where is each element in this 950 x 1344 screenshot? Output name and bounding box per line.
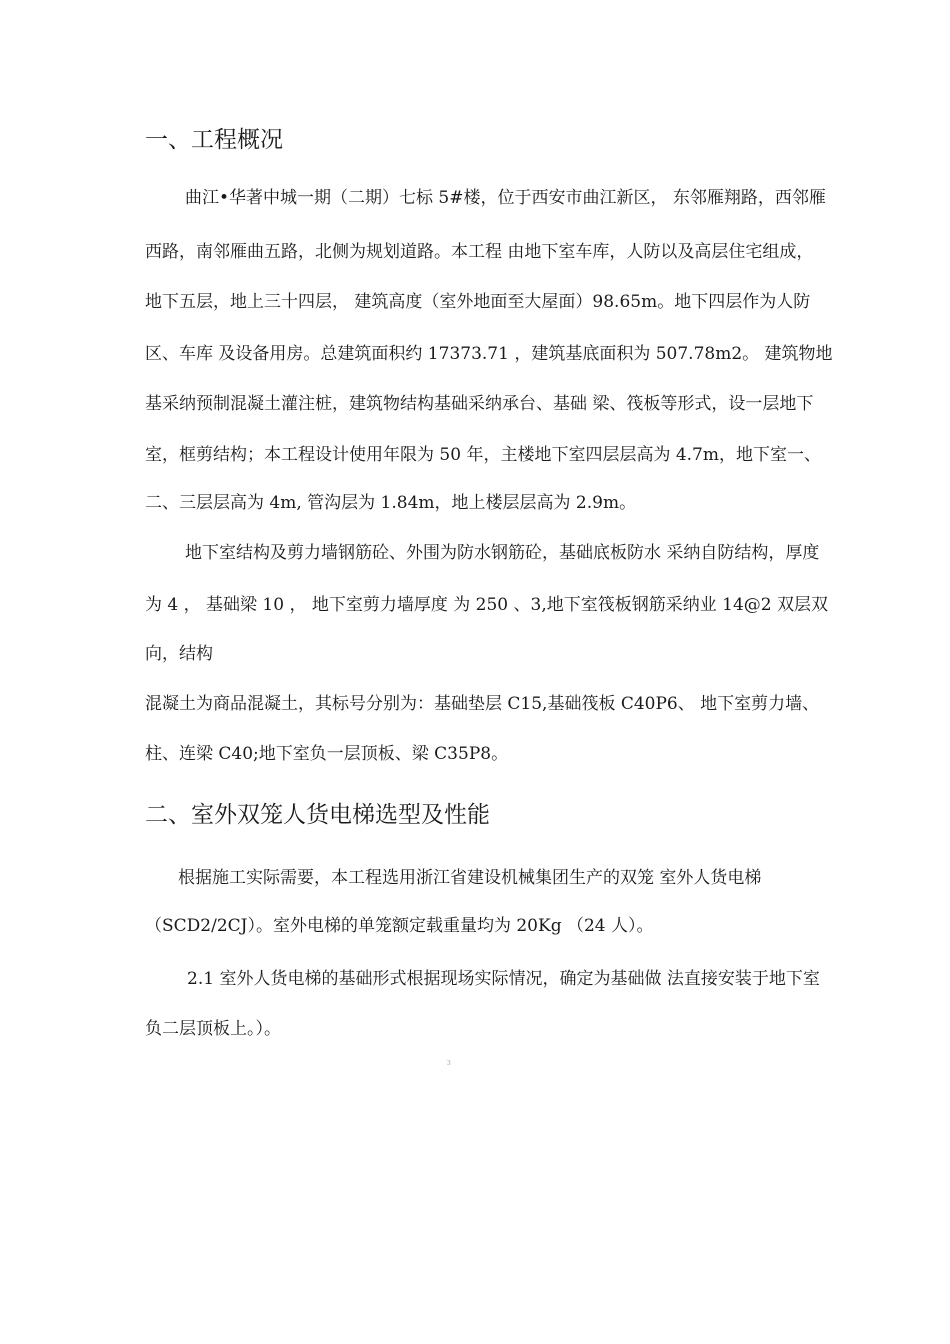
- section-1-heading: 一、工程概况: [145, 127, 283, 153]
- paragraph-line: 室，框剪结构；本工程设计使用年限为 50 年，主楼地下室四层层高为 4.7m，地下室一、: [145, 445, 821, 465]
- paragraph-line: 根据施工实际需要，本工程选用浙江省建设机械集团生产的双笼 室外人货电梯: [178, 868, 762, 888]
- section-2-heading: 二、室外双笼人货电梯选型及性能: [145, 802, 490, 828]
- paragraph-line: 曲江•华著中城一期（二期）七标 5#楼，位于西安市曲江新区， 东邻雁翔路，西邻雁: [185, 188, 826, 208]
- paragraph-line: 二、三层层高为 4m, 管沟层为 1.84m，地上楼层层高为 2.9m。: [145, 493, 637, 513]
- paragraph-line: 地下五层，地上三十四层， 建筑高度（室外地面至大屋面）98.65m。地下四层作为人防: [145, 292, 811, 312]
- paragraph-line: 区、车库 及设备用房。总建筑面积约 17373.71 ，建筑基底面积为 507.78m2。 建筑物地: [145, 344, 833, 364]
- paragraph-line: 2.1 室外人货电梯的基础形式根据现场实际情况，确定为基础做 法直接安装于地下室: [187, 969, 820, 989]
- paragraph-line: 基采纳预制混凝土灌注桩，建筑物结构基础采纳承台、基础 梁、筏板等形式，设一层地下: [145, 394, 814, 414]
- paragraph-line: 西路，南邻雁曲五路，北侧为规划道路。本工程 由地下室车库，人防以及高层住宅组成，: [145, 242, 814, 262]
- paragraph-line: 向，结构: [145, 644, 213, 664]
- paragraph-line: 地下室结构及剪力墙钢筋砼、外围为防水钢筋砼，基础底板防水 采纳自防结构，厚度: [185, 543, 820, 563]
- page-number: 3: [447, 1060, 451, 1067]
- paragraph-line: 为 4 ， 基础梁 10 ， 地下室剪力墙厚度 为 250 、3,地下室筏板钢筋采纳业 14@2 双层双: [145, 595, 829, 615]
- paragraph-line: 柱、连梁 C40;地下室负一层顶板、梁 C35P8。: [145, 744, 509, 764]
- paragraph-line: 混凝土为商品混凝土，其标号分别为：基础垫层 C15,基础筏板 C40P6、 地下室剪力墙、: [145, 694, 820, 714]
- paragraph-line: （SCD2/2CJ）。室外电梯的单笼额定载重量均为 20Kg （24 人）。: [145, 916, 654, 936]
- paragraph-line: 负二层顶板上。）。: [145, 1019, 281, 1039]
